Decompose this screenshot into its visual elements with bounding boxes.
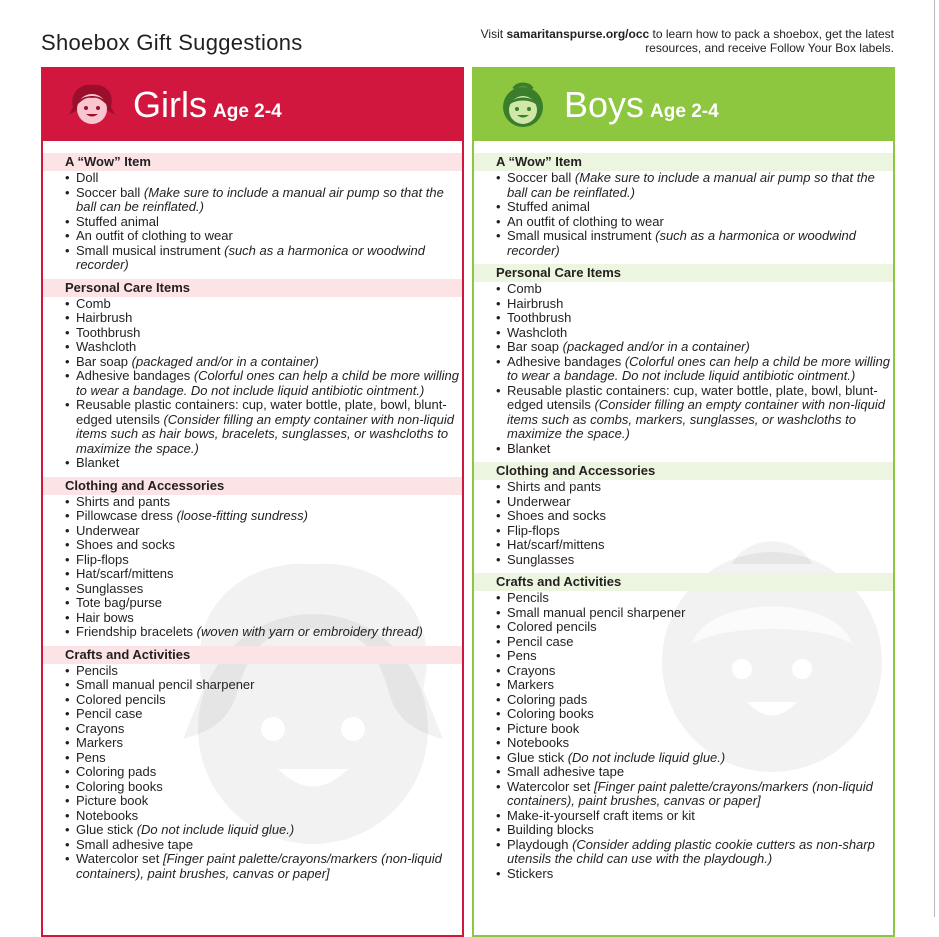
item-note: (packaged and/or in a container) <box>562 339 750 354</box>
section-heading: Personal Care Items <box>474 264 893 282</box>
section <box>43 646 462 882</box>
item-text: Pens <box>507 648 537 663</box>
list-item <box>65 340 462 355</box>
boys-title <box>564 85 719 132</box>
section-heading: Crafts and Activities <box>43 646 462 664</box>
section-heading: Clothing and Accessories <box>43 477 462 495</box>
list-item <box>65 852 462 881</box>
item-text: Colored pencils <box>76 691 166 707</box>
item-note: (Consider filling an empty container with non-liquid items such as hair bows, bracelets, sunglasses, or washcloths to maximize the space.) <box>76 411 454 456</box>
item-text: Bar soap <box>76 353 132 369</box>
section-heading: A “Wow” Item <box>474 153 893 171</box>
girls-title-text: Girls <box>133 84 207 125</box>
list-item <box>496 442 893 457</box>
list-item <box>496 538 893 553</box>
item-text: Adhesive bandages <box>507 353 625 369</box>
section-heading: Crafts and Activities <box>474 573 893 591</box>
list-item <box>496 838 893 867</box>
list-item <box>496 524 893 539</box>
item-text: Shoes and socks <box>76 537 176 552</box>
list-item <box>65 794 462 809</box>
list-item <box>65 171 462 186</box>
item-text: Stickers <box>507 865 554 881</box>
list-item <box>65 611 462 626</box>
list-item <box>496 282 893 297</box>
girls-header <box>43 69 462 141</box>
item-text: Colored pencils <box>507 619 597 634</box>
list-item <box>496 480 893 495</box>
item-list <box>474 171 893 258</box>
boys-age: Age 2-4 <box>650 101 719 122</box>
list-item <box>496 297 893 312</box>
item-note: (Consider filling an empty container with non-liquid items such as combs, markers, sunglasses, or washcloths to maximize the space.) <box>507 397 885 441</box>
item-text: Picture book <box>507 720 580 736</box>
list-item <box>496 200 893 215</box>
item-note: [Finger paint palette/crayons/markers (non-liquid containers), paint brushes, canvas or paper] <box>76 851 442 881</box>
item-text: Friendship bracelets <box>76 624 197 639</box>
item-note: [Finger paint palette/crayons/markers (non-liquid containers), paint brushes, canvas or paper] <box>507 778 873 808</box>
list-item <box>65 495 462 510</box>
item-text: Hairbrush <box>76 310 133 325</box>
section <box>43 279 462 471</box>
item-note: (Do not include liquid glue.) <box>567 749 726 765</box>
item-list <box>474 591 893 881</box>
list-item <box>65 707 462 722</box>
item-text: Small manual pencil sharpener <box>76 677 255 692</box>
item-text: Pencil case <box>76 706 143 721</box>
list-item <box>65 823 462 838</box>
item-text: Comb <box>76 295 111 311</box>
item-text: Sunglasses <box>507 551 575 567</box>
list-item <box>496 664 893 679</box>
list-item <box>65 838 462 853</box>
item-text: Coloring pads <box>507 691 588 707</box>
list-item <box>496 707 893 722</box>
list-item <box>496 229 893 258</box>
list-item <box>65 456 462 471</box>
item-text: Hair bows <box>76 609 134 625</box>
item-note: (Colorful ones can help a child be more willing to wear a bandage. Do not include liquid antibiotic ointment.) <box>76 368 460 398</box>
item-text: Glue stick <box>507 749 568 765</box>
list-item <box>65 229 462 244</box>
girls-age: Age 2-4 <box>213 101 282 122</box>
item-text: Pens <box>76 749 106 765</box>
item-text: Toothbrush <box>507 310 572 325</box>
item-text: Coloring books <box>507 706 594 721</box>
list-item <box>65 186 462 215</box>
item-text: Doll <box>76 170 99 185</box>
item-text: Crayons <box>507 662 556 678</box>
item-text: Coloring books <box>76 778 163 794</box>
item-text: Picture book <box>76 793 149 808</box>
section <box>474 573 893 881</box>
list-item <box>496 620 893 635</box>
item-list <box>474 282 893 456</box>
item-list <box>43 171 462 273</box>
list-item <box>65 398 462 456</box>
item-text: Stuffed animal <box>76 213 159 229</box>
boys-content <box>474 141 893 881</box>
list-item <box>65 722 462 737</box>
item-note: (packaged and/or in a container) <box>131 353 319 369</box>
item-text: Coloring pads <box>76 764 157 779</box>
item-text: Reusable plastic containers: cup, water bottle, plate, bowl, blunt-edged utensils <box>507 382 878 412</box>
visit-note <box>474 27 894 55</box>
list-item <box>65 326 462 341</box>
item-text: Notebooks <box>507 735 570 750</box>
item-text: Shirts and pants <box>76 493 170 509</box>
list-item <box>496 591 893 606</box>
item-text: Crayons <box>76 720 125 736</box>
list-item <box>65 693 462 708</box>
item-note: (such as a harmonica or woodwind recorder) <box>76 242 425 272</box>
list-item <box>65 311 462 326</box>
list-item <box>65 664 462 679</box>
list-item <box>65 215 462 230</box>
item-text: Underwear <box>76 522 140 538</box>
girl-face-icon <box>61 81 123 129</box>
list-item <box>496 751 893 766</box>
item-text: Toothbrush <box>76 324 141 340</box>
item-text: Pencil case <box>507 633 574 649</box>
item-text: An outfit of clothing to wear <box>76 228 233 243</box>
section <box>43 153 462 273</box>
list-item <box>496 780 893 809</box>
item-text: Soccer ball <box>507 170 575 185</box>
item-list <box>43 297 462 471</box>
item-list <box>43 664 462 882</box>
list-item <box>496 678 893 693</box>
list-item <box>496 635 893 650</box>
item-note: (loose-fitting sundress) <box>176 508 308 523</box>
item-text: Sunglasses <box>76 580 144 596</box>
item-text: Markers <box>76 735 123 750</box>
item-text: Building blocks <box>507 822 594 837</box>
list-item <box>496 215 893 230</box>
list-item <box>496 171 893 200</box>
list-item <box>496 326 893 341</box>
item-text: Pillowcase dress <box>76 508 177 523</box>
item-note: (Do not include liquid glue.) <box>136 822 295 837</box>
item-note: (Consider adding plastic cookie cutters as non-sharp utensils the child can use with the playdough.) <box>507 836 875 866</box>
list-item <box>65 780 462 795</box>
item-text: Adhesive bandages <box>76 368 194 383</box>
item-text: Stuffed animal <box>507 199 590 214</box>
item-text: Blanket <box>76 455 120 470</box>
section <box>474 264 893 456</box>
list-item <box>65 538 462 553</box>
list-item <box>496 649 893 664</box>
list-item <box>65 582 462 597</box>
list-item <box>496 355 893 384</box>
girls-column <box>41 67 464 937</box>
item-text: Small adhesive tape <box>76 836 194 852</box>
list-item <box>65 751 462 766</box>
list-item <box>65 809 462 824</box>
list-item <box>65 678 462 693</box>
item-text: Hairbrush <box>507 295 564 311</box>
list-item <box>496 736 893 751</box>
item-text: Shirts and pants <box>507 479 601 494</box>
list-item <box>65 567 462 582</box>
item-text: Pencils <box>76 662 118 678</box>
item-text: Washcloth <box>76 339 137 354</box>
list-item <box>496 495 893 510</box>
list-item <box>496 553 893 568</box>
section-heading: A “Wow” Item <box>43 153 462 171</box>
list-item <box>65 297 462 312</box>
list-item <box>65 369 462 398</box>
boy-face-icon <box>492 81 554 129</box>
page-title: Shoebox Gift Suggestions <box>41 30 303 55</box>
item-text: Shoes and socks <box>507 508 607 523</box>
item-text: Underwear <box>507 493 571 509</box>
list-item <box>496 606 893 621</box>
visit-link[interactable]: samaritanspurse.org/occ <box>506 27 650 41</box>
list-item <box>65 355 462 370</box>
item-text: Comb <box>507 281 542 296</box>
list-item <box>496 693 893 708</box>
list-item <box>496 867 893 882</box>
list-item <box>65 509 462 524</box>
list-item <box>496 384 893 442</box>
item-text: Small adhesive tape <box>507 764 625 779</box>
item-text: Washcloth <box>507 324 568 340</box>
section-heading: Personal Care Items <box>43 279 462 297</box>
item-text: Markers <box>507 677 554 692</box>
page-edge-line <box>934 0 935 917</box>
boys-header <box>474 69 893 141</box>
list-item <box>496 509 893 524</box>
item-list <box>474 480 893 567</box>
item-text: Small musical instrument <box>76 242 225 258</box>
item-note: (Make sure to include a manual air pump so that the ball can be reinflated.) <box>507 170 875 200</box>
list-item <box>65 244 462 273</box>
section <box>43 477 462 640</box>
item-text: Notebooks <box>76 807 139 823</box>
item-note: (Make sure to include a manual air pump so that the ball can be reinflated.) <box>76 184 444 214</box>
girls-content <box>43 141 462 881</box>
list-item <box>496 722 893 737</box>
item-text: An outfit of clothing to wear <box>507 213 664 229</box>
list-item <box>496 765 893 780</box>
item-text: Tote bag/purse <box>76 595 163 610</box>
item-text: Flip-flops <box>507 522 560 538</box>
boys-column <box>472 67 895 937</box>
item-text: Watercolor set <box>76 851 163 866</box>
item-text: Make-it-yourself craft items or kit <box>507 807 695 823</box>
item-text: Hat/scarf/mittens <box>507 537 605 552</box>
item-note: (woven with yarn or embroidery thread) <box>196 624 423 639</box>
section-heading: Clothing and Accessories <box>474 462 893 480</box>
list-item <box>496 809 893 824</box>
item-text: Pencils <box>507 590 549 605</box>
item-note: (Colorful ones can help a child be more willing to wear a bandage. Do not include liquid antibiotic ointment.) <box>507 353 891 383</box>
item-text: Flip-flops <box>76 551 129 567</box>
list-item <box>496 311 893 326</box>
item-text: Watercolor set <box>507 778 594 794</box>
list-item <box>65 553 462 568</box>
item-text: Glue stick <box>76 822 137 837</box>
section <box>474 462 893 567</box>
girls-title <box>133 85 282 132</box>
section <box>474 153 893 258</box>
item-text: Bar soap <box>507 339 563 354</box>
item-text: Small musical instrument <box>507 228 656 243</box>
list-item <box>496 823 893 838</box>
visit-rest: to learn how to pack a shoebox, get the latest resources, and receive Follow Your Box labels. <box>645 27 894 55</box>
list-item <box>496 340 893 355</box>
item-text: Reusable plastic containers: cup, water bottle, plate, bowl, blunt-edged utensils <box>76 397 447 427</box>
list-item <box>65 524 462 539</box>
list-item <box>65 765 462 780</box>
item-note: (such as a harmonica or woodwind recorder) <box>507 228 856 258</box>
item-text: Blanket <box>507 440 551 456</box>
boys-title-text: Boys <box>564 84 645 125</box>
item-text: Small manual pencil sharpener <box>507 604 686 620</box>
item-text: Soccer ball <box>76 184 144 200</box>
list-item <box>65 736 462 751</box>
list-item <box>65 596 462 611</box>
item-text: Playdough <box>507 836 573 852</box>
item-list <box>43 495 462 640</box>
visit-prefix: Visit <box>480 27 507 41</box>
list-item <box>65 625 462 640</box>
item-text: Hat/scarf/mittens <box>76 566 174 581</box>
